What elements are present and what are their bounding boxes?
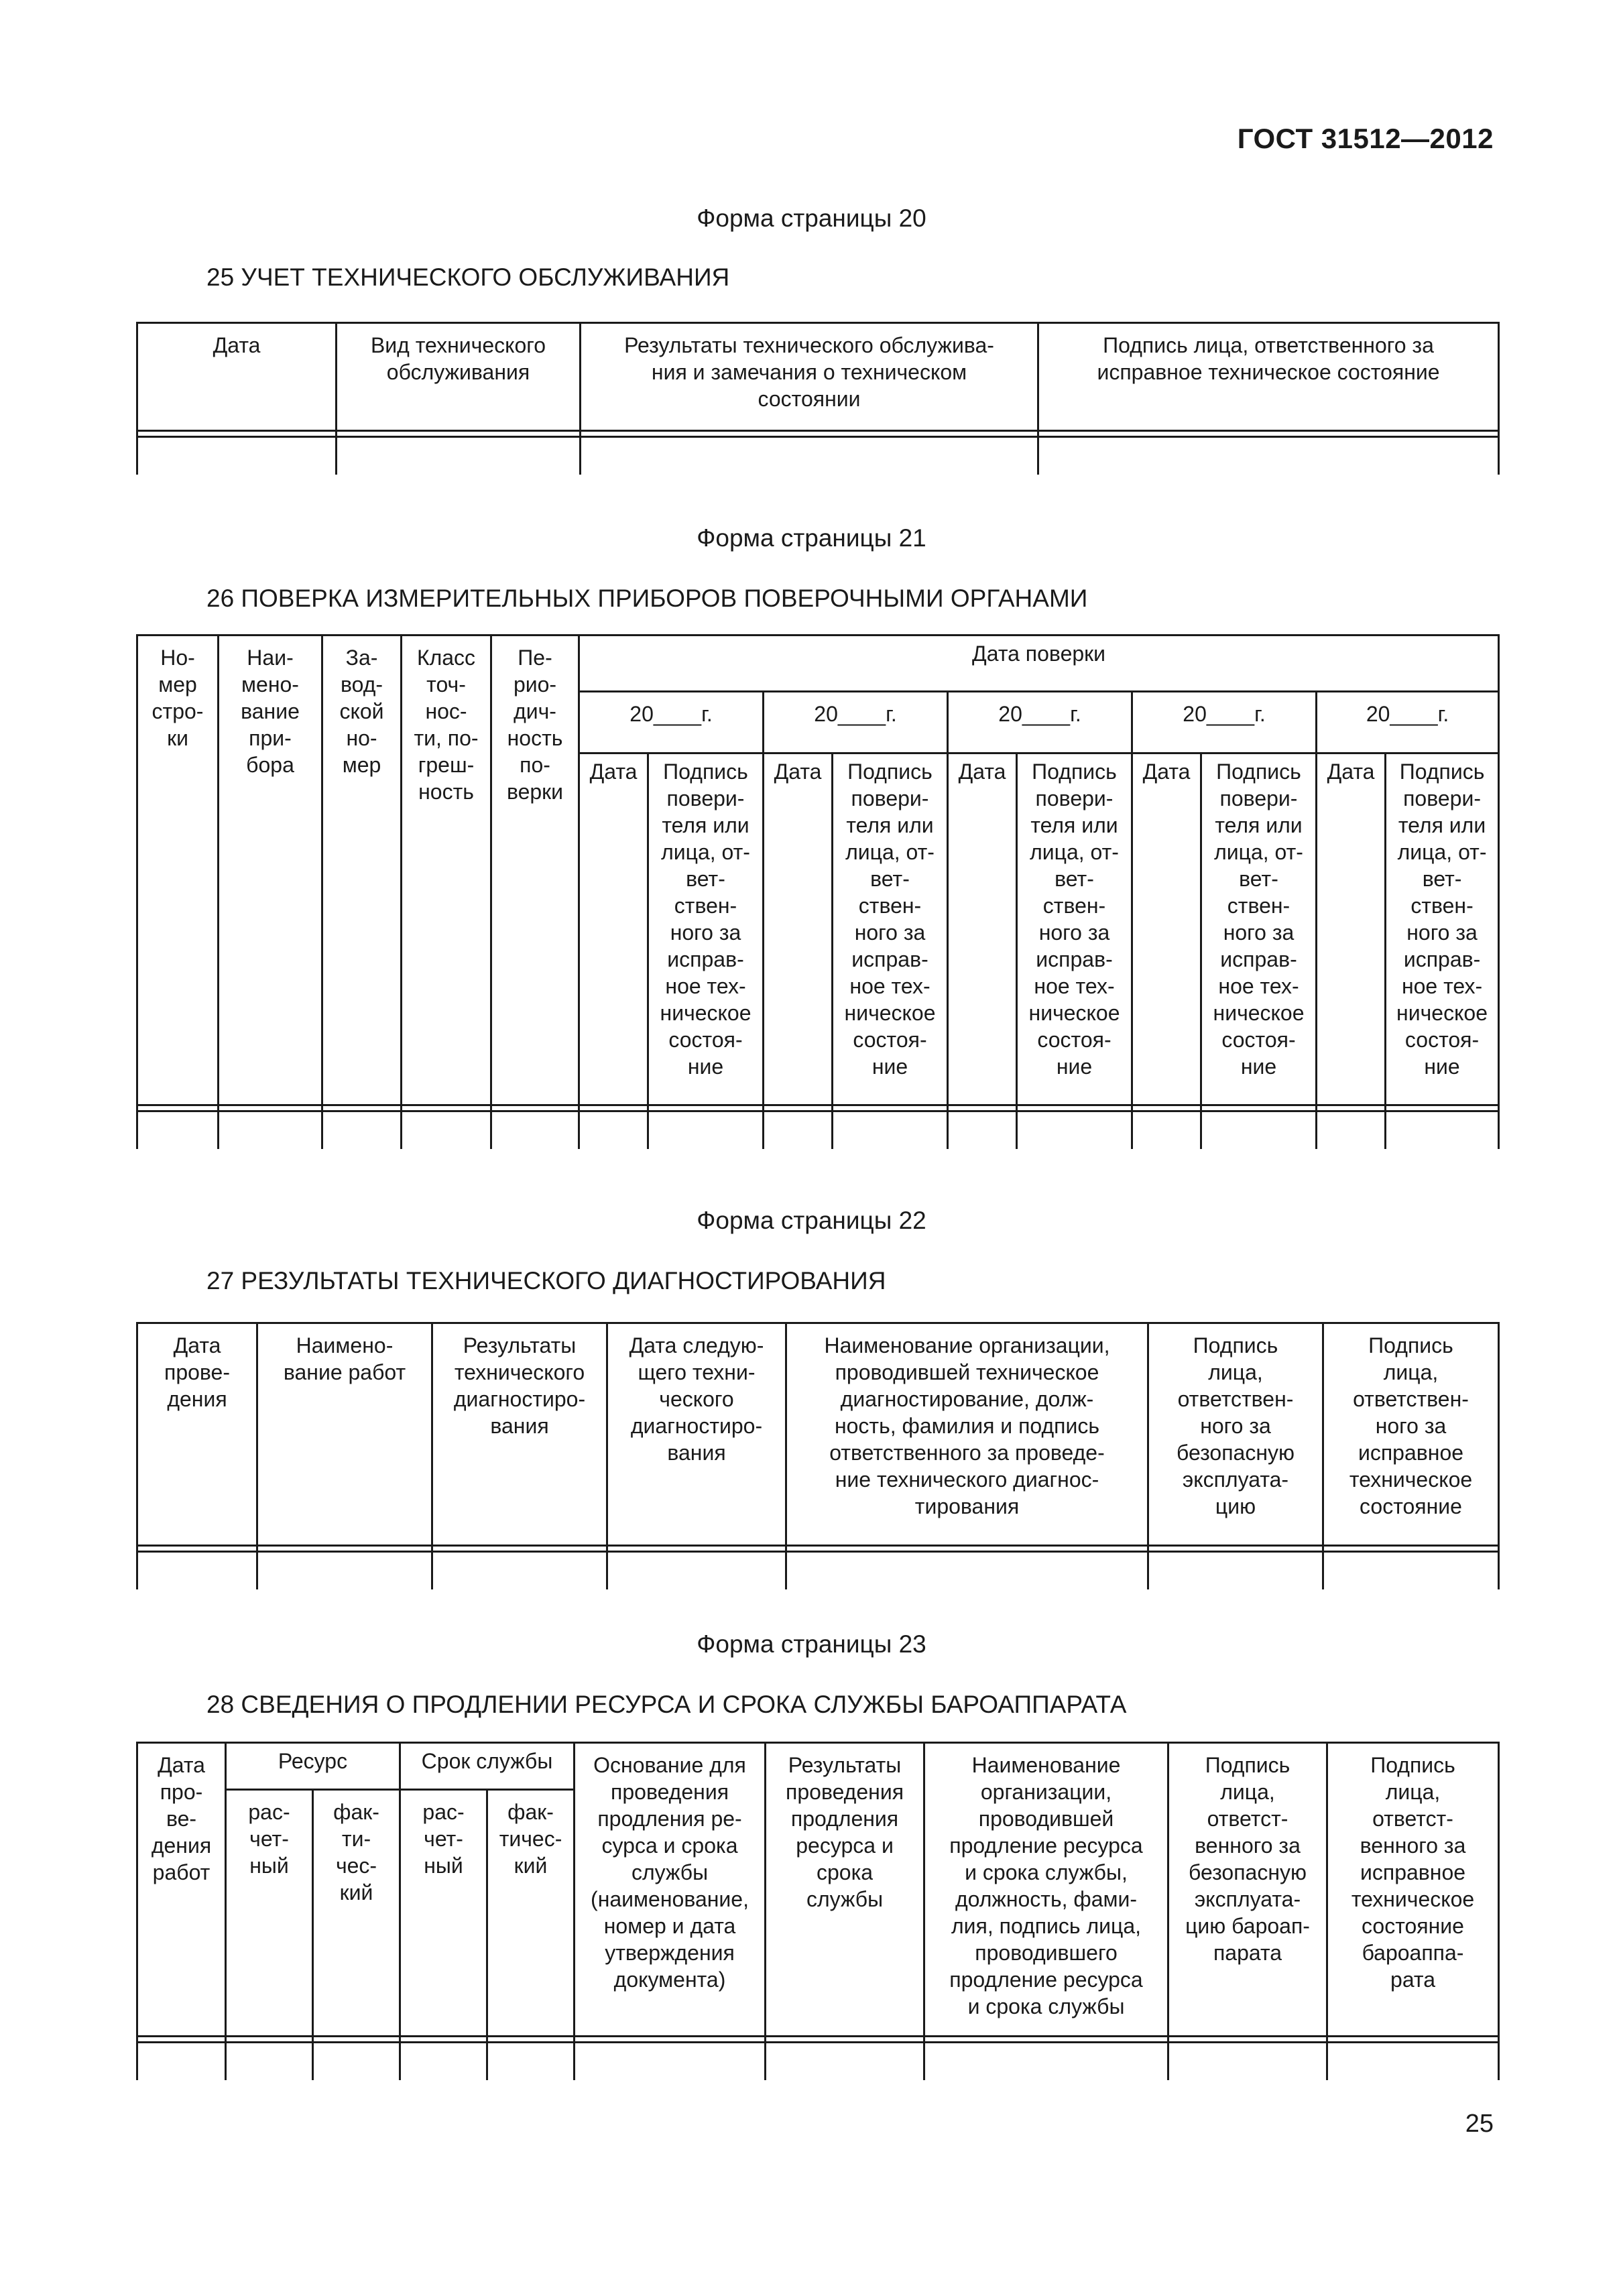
form-23-caption: Форма страницы 23: [697, 1630, 926, 1658]
col-accuracy-class: Класс точ- нос- ти, по- греш- ность: [402, 636, 491, 1105]
document-code: ГОСТ 31512—2012: [1237, 123, 1494, 154]
col-serial-number: За- вод- ской но- мер: [322, 636, 402, 1105]
year-header: 20____г.: [1317, 692, 1499, 753]
col-extension-basis: Основание для проведения продления ре- сурса и срока службы (наименование, номер и дата утверждения документа): [575, 1743, 766, 2037]
section-25-title: 25 УЧЕТ ТЕХНИЧЕСКОГО ОБСЛУЖИВАНИЯ: [206, 263, 730, 291]
col-line-number: Но- мер стро- ки: [137, 636, 219, 1105]
resource-extension-table: [136, 1742, 1500, 2080]
section-27-title: 27 РЕЗУЛЬТАТЫ ТЕХНИЧЕСКОГО ДИАГНОСТИРОВАНИЯ: [206, 1267, 886, 1294]
resource-group-header: Ресурс: [226, 1743, 400, 1790]
form-20-caption: Форма страницы 20: [697, 204, 926, 232]
service-life-calculated: рас- чет- ный: [400, 1790, 487, 2037]
col-condition-signature: Подпись лица, ответст- венного за исправное техническое состояние бароаппа- рата: [1327, 1743, 1499, 2037]
col-organization: Наименование организации, проводившей техническое диагностирование, долж- ность, фамилия и подпись ответственного за проведе- ние технического диагнос- тирования: [786, 1323, 1148, 1546]
service-life-group-header: Срок службы: [400, 1743, 575, 1790]
table-row: [137, 1552, 1499, 1589]
year-header: 20____г.: [579, 692, 764, 753]
resource-calculated: рас- чет- ный: [226, 1790, 313, 2037]
col-condition-signature: Подпись лица, ответствен- ного за исправное техническое состояние: [1323, 1323, 1499, 1546]
sub-col-date: Дата: [1317, 753, 1386, 1105]
sub-col-signature: Подпись повери- теля или лица, от- вет- ствен- ного за исправ- ное тех- ническое состоя- ние: [648, 753, 764, 1105]
col-instrument-name: Наи- мено- вание при- бора: [219, 636, 322, 1105]
col-responsible-signature: Подпись лица, ответственного за исправное техническое состояние: [1038, 323, 1499, 431]
instrument-verification-table: [136, 634, 1500, 1149]
table-row: [137, 1111, 1499, 1149]
year-header: 20____г.: [1132, 692, 1317, 753]
col-extension-organization: Наименование организации, проводившей продление ресурса и срока службы, должность, фами- лия, подпись лица, проводившего продление ресурса и срока службы: [924, 1743, 1168, 2037]
col-date: Дата: [137, 323, 337, 431]
section-28-title: 28 СВЕДЕНИЯ О ПРОДЛЕНИИ РЕСУРСА И СРОКА СЛУЖБЫ БАРОАППАРАТА: [206, 1691, 1127, 1718]
resource-actual: фак- ти- чес- кий: [313, 1790, 400, 2037]
table-row: [137, 2043, 1499, 2080]
col-verification-period: Пе- рио- дич- ность по- верки: [491, 636, 579, 1105]
sub-col-signature: Подпись повери- теля или лица, от- вет- ствен- ного за исправ- ное тех- ническое состоя- ние: [833, 753, 948, 1105]
sub-col-signature: Подпись повери- теля или лица, от- вет- ствен- ного за исправ- ное тех- ническое состоя- ние: [1017, 753, 1132, 1105]
col-safety-signature: Подпись лица, ответст- венного за безопасную эксплуата- цию бароап- парата: [1168, 1743, 1327, 2037]
page-number: 25: [1465, 2110, 1494, 2138]
verification-date-header: Дата поверки: [579, 636, 1499, 692]
year-header: 20____г.: [948, 692, 1132, 753]
col-date-performed: Дата прове- дения: [137, 1323, 257, 1546]
col-work-name: Наимено- вание работ: [257, 1323, 432, 1546]
form-21-caption: Форма страницы 21: [697, 524, 926, 552]
sub-col-signature: Подпись повери- теля или лица, от- вет- ствен- ного за исправ- ное тех- ническое состоя- ние: [1386, 753, 1499, 1105]
table-row: [137, 437, 1499, 475]
sub-col-date: Дата: [764, 753, 833, 1105]
col-diagnostics-results: Результаты технического диагностиро- вания: [432, 1323, 607, 1546]
col-date-of-work: Дата про- ве- дения работ: [137, 1743, 226, 2037]
section-26-title: 26 ПОВЕРКА ИЗМЕРИТЕЛЬНЫХ ПРИБОРОВ ПОВЕРОЧНЫМИ ОРГАНАМИ: [206, 585, 1088, 612]
col-safety-signature: Подпись лица, ответствен- ного за безопасную эксплуата- цию: [1148, 1323, 1323, 1546]
col-extension-results: Результаты проведения продления ресурса и срока службы: [766, 1743, 924, 2037]
service-life-actual: фак- тичес- кий: [487, 1790, 575, 2037]
col-maintenance-results: Результаты технического обслужива- ния и замечания о техническом состоянии: [581, 323, 1038, 431]
sub-col-date: Дата: [579, 753, 648, 1105]
form-22-caption: Форма страницы 22: [697, 1207, 926, 1234]
col-maintenance-type: Вид технического обслуживания: [337, 323, 581, 431]
year-header: 20____г.: [764, 692, 948, 753]
sub-col-signature: Подпись повери- теля или лица, от- вет- ствен- ного за исправ- ное тех- ническое состоя- ние: [1201, 753, 1317, 1105]
diagnostics-results-table: [136, 1322, 1500, 1589]
sub-col-date: Дата: [948, 753, 1017, 1105]
maintenance-log-table: [136, 322, 1500, 475]
sub-col-date: Дата: [1132, 753, 1201, 1105]
col-next-diagnostics-date: Дата следую- щего техни- ческого диагностиро- вания: [607, 1323, 786, 1546]
